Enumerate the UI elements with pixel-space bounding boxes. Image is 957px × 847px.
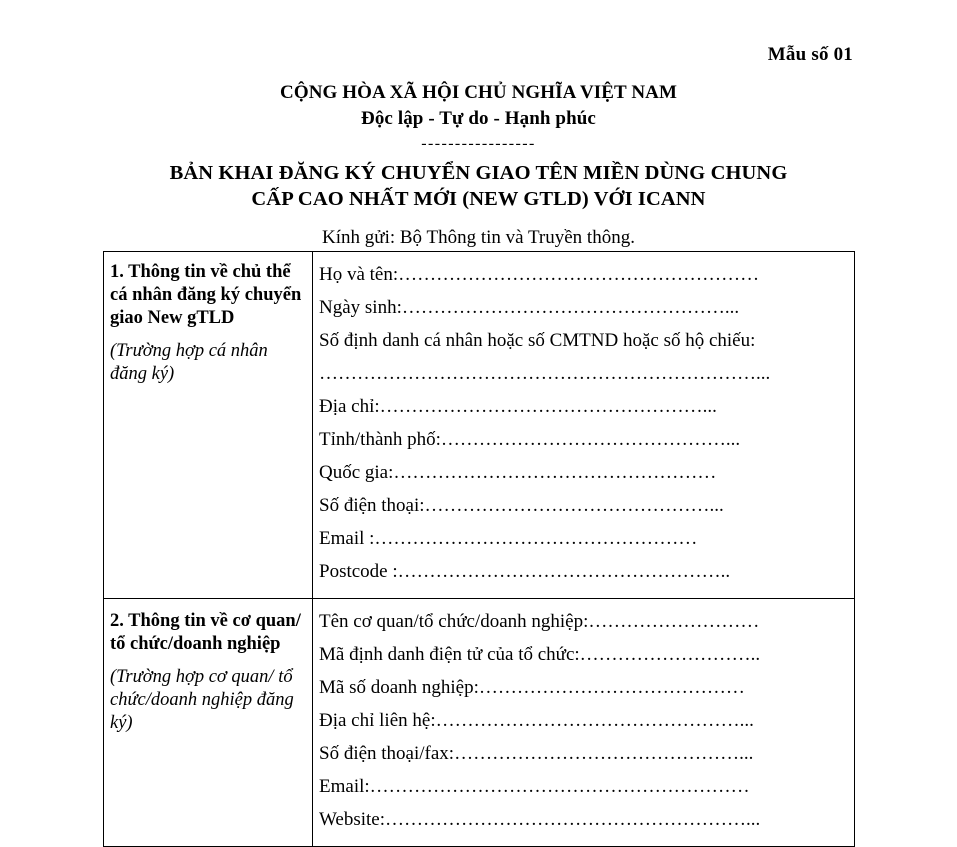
field-id-number-label: Số định danh cá nhân hoặc số CMTND hoặc số hộ chiếu:: [319, 330, 756, 351]
field-organization-name[interactable]: Tên cơ quan/tổ chức/doanh nghiệp:………………………: [319, 611, 760, 632]
field-province-city[interactable]: Tỉnh/thành phố:………………………………………...: [319, 429, 741, 450]
field-organization-email[interactable]: Email:……………………………………………………: [319, 776, 750, 797]
field-phone-number[interactable]: Số điện thoại:………………………………………...: [319, 495, 724, 516]
section-label-cell-2: [104, 599, 313, 847]
table-row: [104, 599, 855, 847]
field-contact-address[interactable]: Địa chỉ liên hệ:…………………………………………...: [319, 710, 754, 731]
national-heading-motto: Độc lập - Tự do - Hạnh phúc: [361, 108, 596, 129]
table-row: [104, 252, 855, 599]
heading-separator: -----------------: [421, 135, 536, 152]
section-fields-cell-1: [313, 252, 855, 599]
field-phone-fax[interactable]: Số điện thoại/fax:………………………………………...: [319, 743, 754, 764]
recipient-line: Kính gửi: Bộ Thông tin và Truyền thông.: [322, 227, 635, 248]
section-note-1: (Trường hợp cá nhân đăng ký): [110, 341, 268, 384]
section-fields-cell-2: [313, 599, 855, 847]
national-heading-block: [0, 80, 957, 155]
field-email[interactable]: Email :……………………………………………: [319, 528, 698, 549]
national-heading-country: CỘNG HÒA XÃ HỘI CHỦ NGHĨA VIỆT NAM: [280, 82, 677, 103]
title-block: [0, 160, 957, 250]
form-number: Mẫu số 01: [767, 44, 853, 65]
section-heading-2: 2. Thông tin về cơ quan/ tổ chức/doanh nghiệp: [110, 611, 301, 654]
field-organization-eid[interactable]: Mã định danh điện tử của tổ chức:………………………..: [319, 644, 761, 665]
field-date-of-birth[interactable]: Ngày sinh:……………………………………………...: [319, 297, 740, 318]
field-country[interactable]: Quốc gia:……………………………………………: [319, 462, 717, 483]
document-title-line-1: BẢN KHAI ĐĂNG KÝ CHUYỂN GIAO TÊN MIỀN DÙNG CHUNG: [169, 162, 788, 184]
field-business-code[interactable]: Mã số doanh nghiệp:……………………………………: [319, 677, 745, 698]
field-postcode[interactable]: Postcode :……………………………………………..: [319, 561, 731, 582]
field-id-number-value[interactable]: ……………………………………………………………...: [319, 363, 771, 384]
declaration-form-table: [103, 251, 855, 847]
section-note-2: (Trường hợp cơ quan/ tổ chức/doanh nghiệp đăng ký): [110, 667, 294, 733]
document-title-line-2: CẤP CAO NHẤT MỚI (NEW GTLD) VỚI ICANN: [251, 188, 706, 210]
field-website[interactable]: Website:…………………………………………………...: [319, 809, 761, 830]
field-address[interactable]: Địa chỉ:……………………………………………...: [319, 396, 717, 417]
section-label-cell-1: [104, 252, 313, 599]
section-heading-1: 1. Thông tin về chủ thể cá nhân đăng ký chuyển giao New gTLD: [110, 262, 302, 328]
field-full-name[interactable]: Họ và tên:…………………………………………………: [319, 264, 760, 285]
